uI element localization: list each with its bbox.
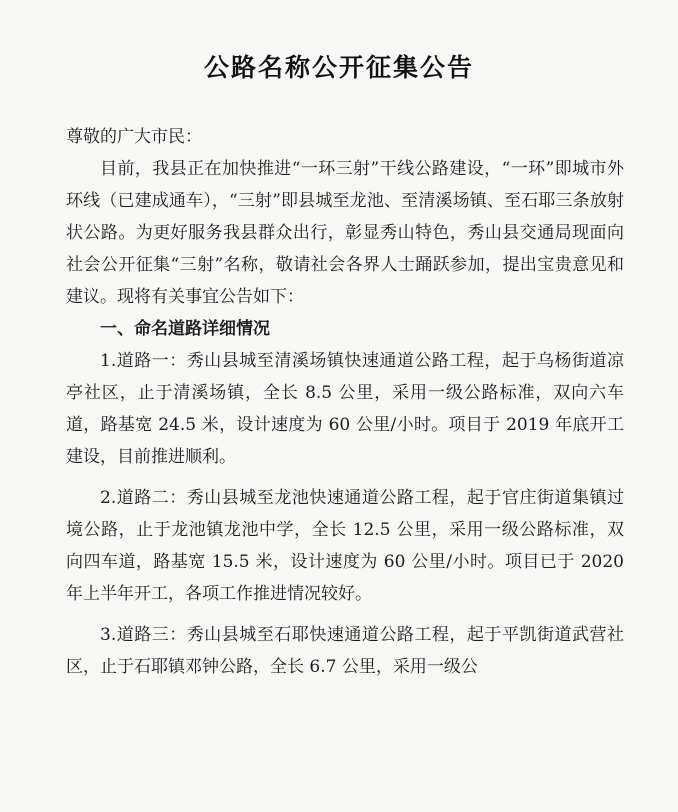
document-body [66,121,624,683]
road-one-paragraph: 1.道路一：秀山县城至清溪场镇快速通道公路工程，起于乌杨街道凉亭社区，止于清溪场镇，全长 8.5 公里，采用一级公路标准，双向六车道，路基宽 24.5 米，设计速度为 60 公里/小时。项目于 2019 年底开工建设，目前推进顺利。 [66,351,624,467]
salutation: 尊敬的广大市民： [66,127,202,147]
intro-paragraph: 目前，我县正在加快推进“一环三射”干线公路建设，“一环”即城市外环线（已建成通车），“三射”即县城至龙池、至清溪场镇、至石耶三条放射状公路。为更好服务我县群众出行，彰显秀山特色，秀山县交通局现面向社会公开征集“三射”名称，敬请社会各界人士踊跃参加，提出宝贵意见和建议。现将有关事宜公告如下： [66,159,624,307]
road-three-paragraph: 3.道路三：秀山县城至石耶快速通道公路工程，起于平凯街道武营社区，止于石耶镇邓钟公路，全长 6.7 公里，采用一级公 [66,625,624,677]
road-two-paragraph: 2.道路二：秀山县城至龙池快速通道公路工程，起于官庄街道集镇过境公路，止于龙池镇龙池中学，全长 12.5 公里，采用一级公路标准，双向四车道，路基宽 15.5 米，设计速度为 60 公里/小时。项目已于 2020 年上半年开工，各项工作推进情况较好。 [66,488,624,604]
section-heading: 一、命名道路详细情况 [100,319,270,339]
document-title: 公路名称公开征集公告 [203,53,474,82]
